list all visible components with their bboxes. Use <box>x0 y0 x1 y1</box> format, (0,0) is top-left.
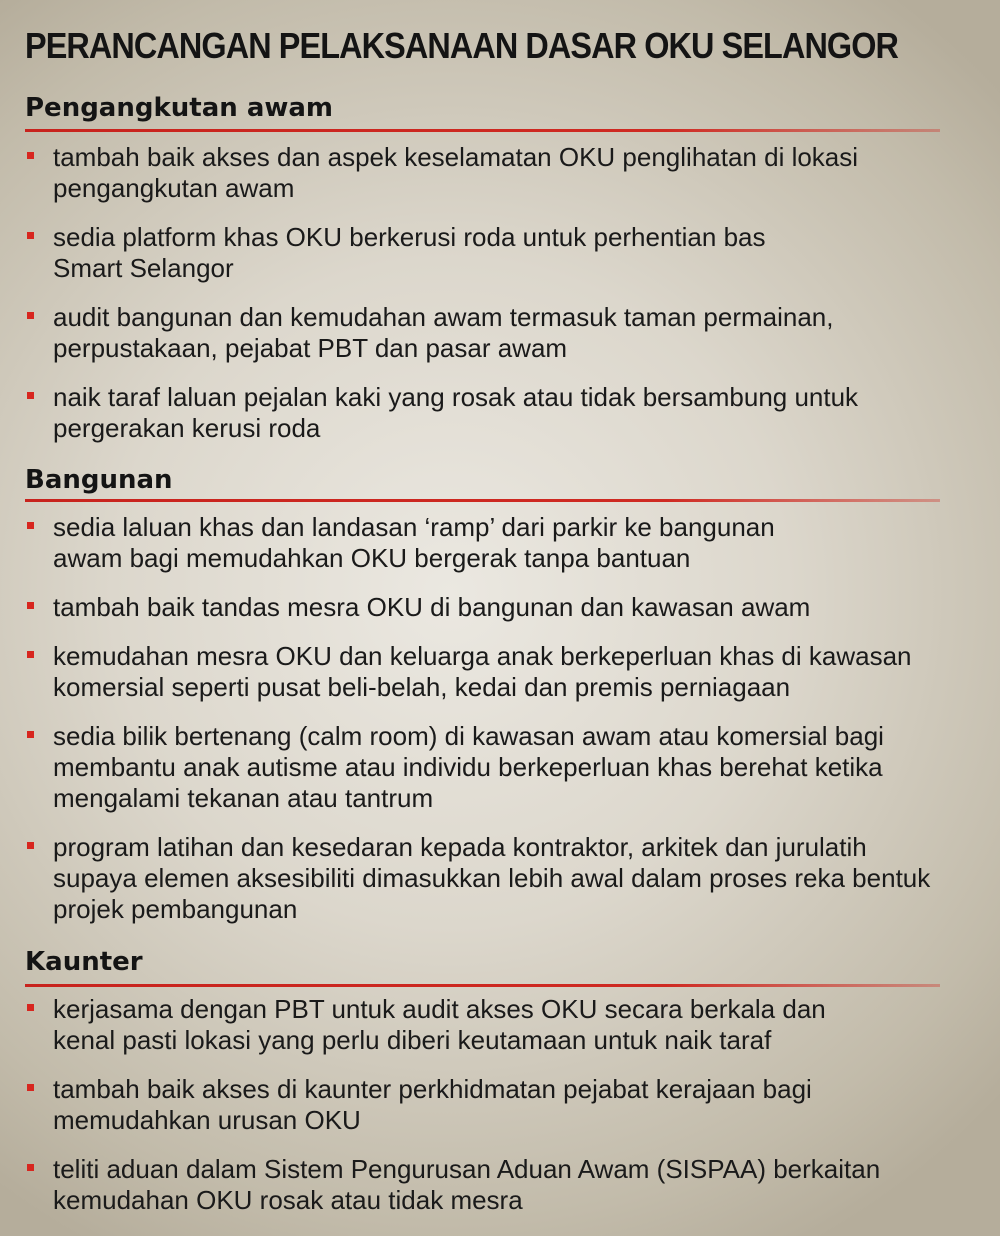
section-heading: Kaunter <box>25 947 143 977</box>
bullet-icon <box>27 392 34 399</box>
list-item-text: program latihan dan kesedaran kepada kontraktor, arkitek dan jurulatih supaya elemen aksesibiliti dimasukkan lebih awal dalam proses reka bentuk projek pembangunan <box>53 832 931 924</box>
list-item-text: sedia laluan khas dan landasan ‘ramp’ dari parkir ke bangunan awam bagi memudahkan OKU bergerak tanpa bantuan <box>53 512 775 573</box>
list-item-text: kemudahan mesra OKU dan keluarga anak berkeperluan khas di kawasan komersial seperti pusat beli-belah, kedai dan premis perniagaan <box>53 641 912 702</box>
bullet-icon <box>27 842 34 849</box>
list-item-text: tambah baik akses di kaunter perkhidmatan pejabat kerajaan bagi memudahkan urusan OKU <box>53 1074 812 1135</box>
bullet-icon <box>27 1004 34 1011</box>
list-item-text: tambah baik tandas mesra OKU di bangunan dan kawasan awam <box>53 592 811 622</box>
list-item-text: teliti aduan dalam Sistem Pengurusan Aduan Awam (SISPAA) berkaitan kemudahan OKU rosak atau tidak mesra <box>53 1154 881 1215</box>
bullet-icon <box>27 152 34 159</box>
bullet-icon <box>27 312 34 319</box>
list-item-text: kerjasama dengan PBT untuk audit akses OKU secara berkala dan kenal pasti lokasi yang perlu diberi keutamaan untuk naik taraf <box>53 994 826 1055</box>
list-item-text: audit bangunan dan kemudahan awam termasuk taman permainan, perpustakaan, pejabat PBT dan pasar awam <box>53 302 834 363</box>
list-item-text: sedia platform khas OKU berkerusi roda untuk perhentian bas Smart Selangor <box>53 222 766 283</box>
section-divider <box>25 499 940 502</box>
list-item-text: naik taraf laluan pejalan kaki yang rosak atau tidak bersambung untuk pergerakan kerusi roda <box>53 382 859 443</box>
section-divider <box>25 129 940 132</box>
list-item-text: tambah baik akses dan aspek keselamatan OKU penglihatan di lokasi pengangkutan awam <box>53 142 859 203</box>
bullet-icon <box>27 232 34 239</box>
bullet-icon <box>27 522 34 529</box>
bullet-icon <box>27 651 34 658</box>
bullet-icon <box>27 602 34 609</box>
bullet-icon <box>27 1164 34 1171</box>
bullet-icon <box>27 731 34 738</box>
section-heading: Bangunan <box>25 465 173 495</box>
section-divider <box>25 984 940 987</box>
page-title: PERANCANGAN PELAKSANAAN DASAR OKU SELANGOR <box>25 25 899 66</box>
list-item-text: sedia bilik bertenang (calm room) di kawasan awam atau komersial bagi membantu anak autisme atau individu berkeperluan khas berehat ketika mengalami tekanan atau tantrum <box>53 721 884 813</box>
bullet-icon <box>27 1084 34 1091</box>
section-heading: Pengangkutan awam <box>25 93 334 123</box>
